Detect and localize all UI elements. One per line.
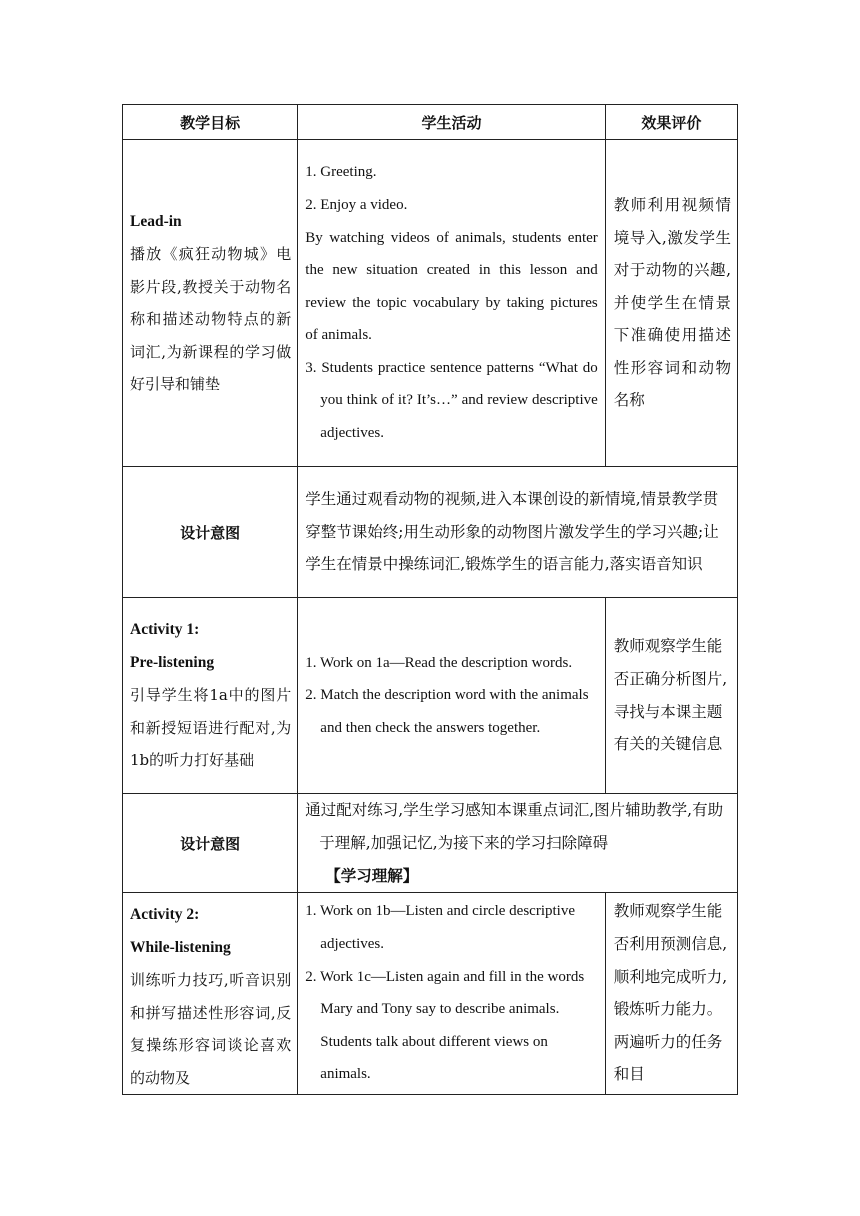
activity-1-subtitle: Pre-listening (130, 653, 215, 671)
activity-1-goal-cell (123, 598, 298, 794)
activity-2-goal: 训练听力技巧,听音识别和拼写描述性形容词,反复操练形容词谈论喜欢的动物及 (130, 971, 292, 1087)
activity-2-subtitle: While-listening (130, 938, 231, 956)
activity-1-activity-cell (298, 598, 606, 794)
lead-in-goal-cell (123, 140, 298, 467)
design-intent-label-2: 设计意图 (123, 794, 298, 893)
lead-in-item-1: 1. Greeting. (305, 164, 377, 181)
activity-2-item-2: 2. Work 1c—Listen again and fill in the words Mary and Tony say to describe animals. Students talk about different views on animals. (305, 968, 585, 1083)
header-teaching-goal: 教学目标 (123, 105, 298, 140)
design-intent-text-2: 通过配对练习,学生学习感知本课重点词汇,图片辅助教学,有助于理解,加强记忆,为接下来的学习扫除障碍 (305, 801, 724, 852)
activity-1-goal: 引导学生将1a中的图片和新授短语进行配对,为1b的听力打好基础 (130, 686, 292, 770)
activity-1-item-1: 1. Work on 1a—Read the description words. (305, 654, 573, 671)
lead-in-item-2-detail: By watching videos of animals, students enter the new situation created in this lesson and review the topic vocabulary by taking pictures of animals. (305, 229, 598, 344)
design-intent-tag-2: 【学习理解】 (325, 865, 419, 885)
design-intent-cell-2 (298, 794, 738, 893)
header-row (123, 105, 738, 140)
design-intent-row-2 (123, 794, 738, 893)
lead-in-row (123, 140, 738, 467)
lead-in-evaluation: 教师利用视频情境导入,激发学生对于动物的兴趣,并使学生在情景下准确使用描述性形容词和动物名称 (605, 140, 737, 467)
lead-in-goal: 播放《疯狂动物城》电影片段,教授关于动物名称和描述动物特点的新词汇,为新课程的学习做好引导和铺垫 (130, 245, 292, 393)
header-student-activity: 学生活动 (298, 105, 606, 140)
activity-2-item-1: 1. Work on 1b—Listen and circle descriptive adjectives. (305, 903, 575, 952)
header-evaluation: 效果评价 (605, 105, 737, 140)
lead-in-item-3: 3. Students practice sentence patterns “What do you think of it? It’s…” and review descriptive adjectives. (305, 359, 598, 442)
activity-1-title: Activity 1: (130, 621, 200, 639)
activity-2-title: Activity 2: (130, 906, 200, 924)
lead-in-activity-cell (298, 140, 606, 467)
activity-2-row (123, 893, 738, 1095)
design-intent-label-1: 设计意图 (123, 467, 298, 598)
activity-1-evaluation: 教师观察学生能否正确分析图片,寻找与本课主题有关的关键信息 (605, 598, 737, 794)
design-intent-text-1: 学生通过观看动物的视频,进入本课创设的新情境,情景教学贯穿整节课始终;用生动形象的动物图片激发学生的学习兴趣;让学生在情景中操练词汇,锻炼学生的语言能力,落实语音知识 (298, 467, 738, 598)
activity-1-item-2: 2. Match the description word with the animals and then check the answers together. (305, 687, 589, 736)
activity-2-evaluation: 教师观察学生能否利用预测信息,顺利地完成听力,锻炼听力能力。两遍听力的任务和目 (605, 893, 737, 1095)
activity-1-row (123, 598, 738, 794)
lead-in-item-2: 2. Enjoy a video. (305, 196, 408, 213)
activity-2-activity-cell (298, 893, 606, 1095)
activity-2-list (305, 895, 598, 1091)
lead-in-title: Lead-in (130, 212, 182, 230)
activity-2-goal-cell (123, 893, 298, 1095)
lesson-plan-table (122, 104, 738, 1095)
activity-1-list (305, 647, 598, 745)
design-intent-row-1 (123, 467, 738, 598)
